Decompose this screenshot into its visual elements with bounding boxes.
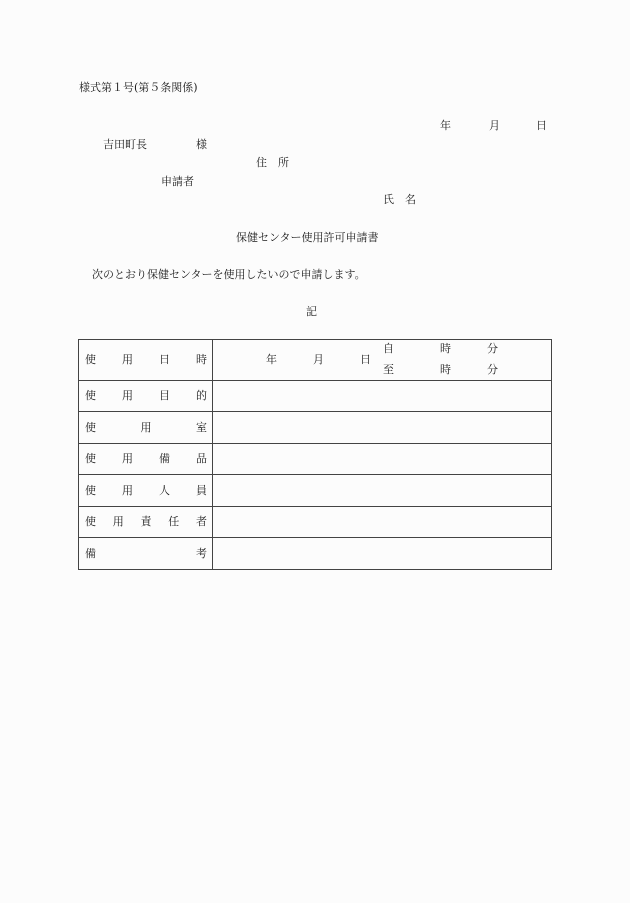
table-row-responsible-person [79, 507, 552, 538]
dt-year: 年 [266, 353, 277, 366]
usage-datetime-cell[interactable] [213, 340, 552, 381]
usage-room-cell[interactable] [213, 412, 552, 444]
remarks-cell[interactable] [213, 538, 552, 570]
name-label-2: 名 [405, 193, 416, 206]
row-label: 使 用 日 時 [85, 353, 207, 366]
dt-from: 自 [383, 342, 394, 355]
responsible-person-cell[interactable] [213, 507, 552, 538]
name-label-1: 氏 [383, 193, 394, 206]
dt-to-hour: 時 [440, 363, 451, 376]
usage-purpose-cell[interactable] [213, 381, 552, 412]
intro-text: 次のとおり保健センターを使用したいので申請します。 [92, 268, 366, 281]
table-row-usage-headcount [79, 475, 552, 507]
address-label-2: 所 [278, 156, 289, 169]
date-year-label: 年 [440, 119, 451, 132]
dt-to-minute: 分 [487, 363, 498, 376]
row-label: 使 用 人 員 [85, 483, 207, 497]
addressee-name: 吉田町長 [103, 138, 147, 151]
row-label: 使 用 目 的 [85, 389, 207, 402]
address-label-1: 住 [256, 156, 267, 169]
row-label: 使 用 室 [85, 420, 207, 434]
row-label: 使 用 備 品 [85, 452, 207, 465]
dt-to: 至 [383, 363, 394, 376]
applicant-label: 申請者 [161, 175, 194, 188]
table-row-usage-room [79, 412, 552, 444]
date-day-label: 日 [536, 119, 547, 132]
table-row-usage-purpose [79, 381, 552, 412]
document-title: 保健センター使用許可申請書 [236, 231, 379, 244]
row-label: 備 考 [85, 546, 207, 560]
table-row-remarks [79, 538, 552, 570]
dt-day: 日 [360, 353, 371, 366]
table-row-usage-datetime [79, 340, 552, 381]
dt-from-hour: 時 [440, 342, 451, 355]
row-label: 使 用 責 任 者 [85, 515, 207, 528]
dt-month: 月 [313, 353, 324, 366]
usage-headcount-cell[interactable] [213, 475, 552, 507]
dt-from-minute: 分 [487, 342, 498, 355]
ki-label: 記 [306, 305, 317, 318]
form-number: 様式第１号(第５条関係) [79, 81, 198, 94]
table-row-usage-equipment [79, 444, 552, 475]
date-month-label: 月 [489, 119, 500, 132]
addressee-honorific: 様 [196, 138, 207, 151]
usage-equipment-cell[interactable] [213, 444, 552, 475]
application-table [78, 339, 552, 570]
